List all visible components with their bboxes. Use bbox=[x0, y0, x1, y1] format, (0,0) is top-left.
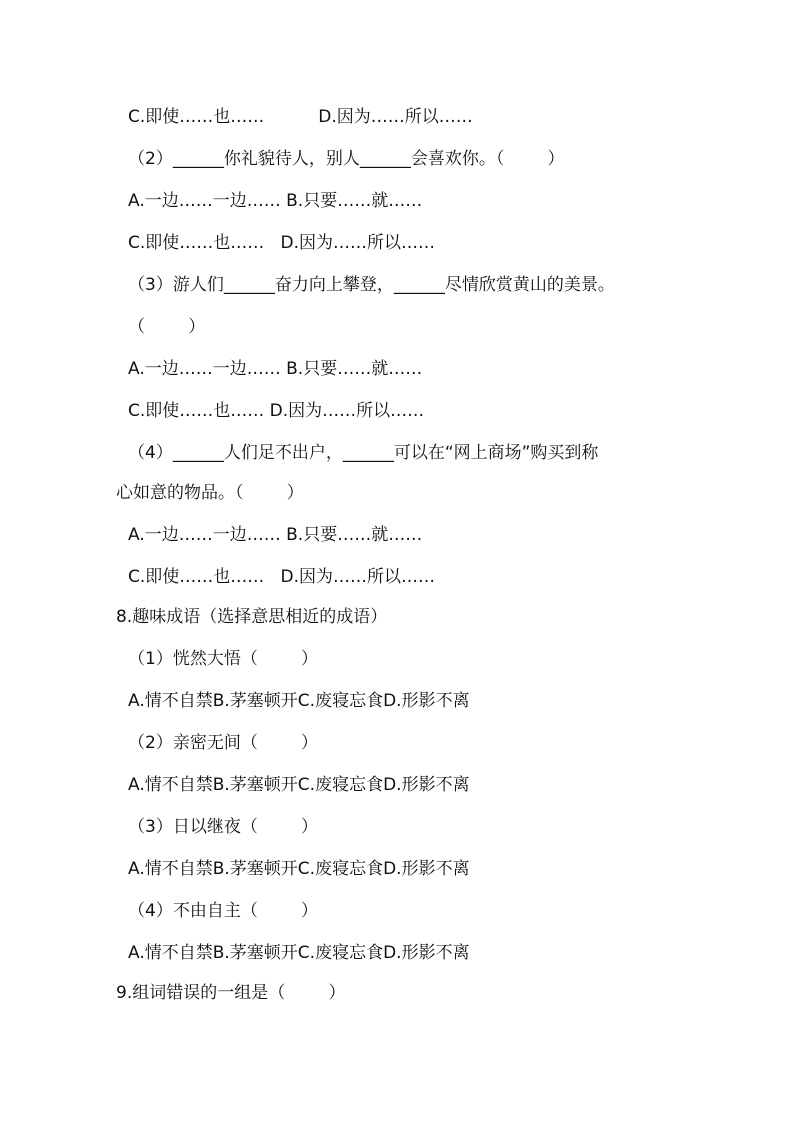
q7-3-option-ab: A.一边……一边…… B.只要……就…… bbox=[128, 359, 423, 379]
q7-4-option-ab: A.一边……一边…… B.只要……就…… bbox=[128, 525, 423, 545]
q8-2-question: （2）亲密无间（ ） bbox=[128, 733, 319, 753]
q8-4-options: A.情不自禁B.茅塞顿开C.废寝忘食D.形影不离 bbox=[128, 943, 470, 963]
q7-3-question: （3）游人们______奋力向上攀登，______尽情欣赏黄山的美景。 bbox=[128, 275, 615, 295]
q8-4-question: （4）不由自主（ ） bbox=[128, 901, 319, 921]
q7-2-option-ab: A.一边……一边…… B.只要……就…… bbox=[128, 191, 423, 211]
q7-4-question: （4）______人们足不出户，______可以在“网上商场”购买到称 bbox=[128, 443, 599, 463]
q7-4-question-continued: 心如意的物品。（ ） bbox=[116, 483, 304, 503]
q7-3-option-cd: C.即使……也…… D.因为……所以…… bbox=[128, 401, 425, 421]
q9-heading: 9.组词错误的一组是（ ） bbox=[116, 983, 346, 1003]
q7-2-question: （2）______你礼貌待人，别人______会喜欢你。（ ） bbox=[128, 149, 565, 169]
q8-2-options: A.情不自禁B.茅塞顿开C.废寝忘食D.形影不离 bbox=[128, 775, 470, 795]
q8-1-question: （1）恍然大悟（ ） bbox=[128, 649, 319, 669]
q7-1-option-cd: C.即使……也…… D.因为……所以…… bbox=[128, 107, 473, 127]
q7-2-option-cd: C.即使……也…… D.因为……所以…… bbox=[128, 233, 435, 253]
q8-3-question: （3）日以继夜（ ） bbox=[128, 817, 319, 837]
q7-3-answer-bracket: （ ） bbox=[128, 317, 206, 337]
q8-3-options: A.情不自禁B.茅塞顿开C.废寝忘食D.形影不离 bbox=[128, 859, 470, 879]
q7-4-option-cd: C.即使……也…… D.因为……所以…… bbox=[128, 567, 435, 587]
q8-1-options: A.情不自禁B.茅塞顿开C.废寝忘食D.形影不离 bbox=[128, 691, 470, 711]
q8-heading: 8.趣味成语（选择意思相近的成语） bbox=[116, 607, 388, 627]
